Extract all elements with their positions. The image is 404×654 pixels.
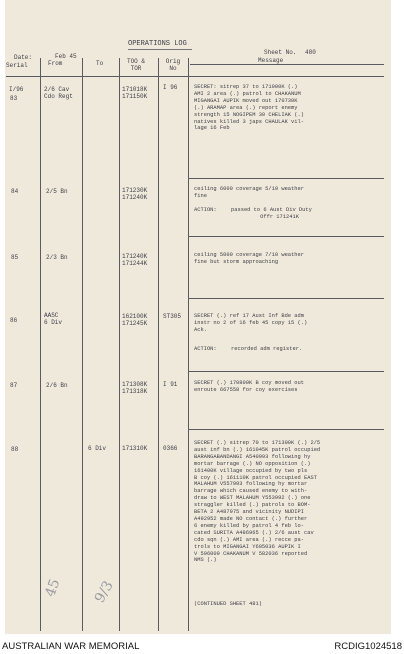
row-87-message: SECRET (.) 170800K B coy moved out enroute 667558 for coy exercises	[194, 380, 304, 393]
col-divider	[188, 58, 189, 631]
row-85-serial: 85	[11, 254, 19, 261]
row-83-serial-prefix: I/96	[9, 86, 24, 93]
row-rule	[188, 298, 384, 299]
row-86-serial: 86	[10, 317, 18, 324]
row-85-message: ceiling 5000 coverage 7/10 weather fine but storm approaching	[194, 252, 304, 265]
row-84-serial: 84	[11, 188, 19, 195]
row-88-message: SECRET (.) sitrep 70 to 171300K (.) 2/5 aust inf bn (.) 161045K patrol occupied BARANGABANDANGI A540993 following hy mortar barrage (.) NO opposition (.) 161400K village occupied by two pls B coy (.) 161110K patrol occupied EAST MALAHUM V557993 following hy mortar barrage which caused enemy to with- draw to WEST MALAHUM Y553992 (.) one straggler killed (.) patrols to BOM- BETA 2 A487975 and vicinity NUDIPI A492952 made NO contact (.) further 6 enemy killed by patrol 4 feb lo- cated SURITA A486965 (.) 2/6 aust cav cdo sqn (.) AMI area (.) recce pa- trols to MIGANGAI Y605036 AUPIK I V 596009 CHAKANUM V 582036 reported NMS (.)	[194, 440, 321, 564]
row-88-serial: 88	[11, 446, 19, 453]
row-84-message: ceiling 6000 coverage 5/10 weather fine	[194, 186, 304, 199]
row-rule	[188, 429, 384, 430]
col-from: From	[48, 60, 63, 67]
col-serial: Serial	[6, 62, 28, 69]
row-88-continued: (CONTINUED SHEET 481)	[194, 601, 262, 607]
row-88-orig: 0366	[163, 445, 178, 452]
pencil-annotation: 9/3	[91, 578, 117, 606]
page-title: OPERATIONS LOG	[128, 40, 187, 48]
row-87-too-tor: 171308K 171318K	[122, 381, 148, 395]
col-too-tor: TOO & TOR	[126, 58, 145, 72]
date-value: Feb 45	[55, 53, 77, 60]
row-86-message: SECRET (.) ref 17 Aust Inf Bde adm instr no 2 of 16 feb 45 copy 15 (.) Ack.	[194, 313, 308, 333]
row-86-orig: ST305	[163, 313, 182, 320]
row-84-too-tor: 171230K 171240K	[122, 187, 148, 201]
row-88-too-tor: 171310K	[122, 445, 148, 452]
row-87-serial: 87	[10, 382, 18, 389]
row-85-from: 2/3 Bn	[46, 254, 68, 261]
row-83-too-tor: 171018K 171150K	[122, 86, 148, 100]
row-rule	[188, 178, 384, 179]
row-88-to: 6 Div	[88, 445, 107, 452]
row-85-too-tor: 171240K 171244K	[122, 253, 148, 267]
row-86-action-label: ACTION:	[194, 346, 217, 352]
row-83-serial: 83	[10, 95, 18, 102]
footer-id: RCDIG1024518	[334, 641, 402, 652]
row-rule	[188, 236, 384, 237]
message-header-rule	[190, 64, 384, 65]
row-84-action: passed to 6 Aust Div Duty Offr 171241K	[231, 207, 312, 220]
row-84-from: 2/5 Bn	[46, 188, 68, 195]
row-86-action: recorded adm register.	[231, 346, 303, 352]
row-83-orig: I 96	[163, 84, 178, 91]
col-divider	[119, 58, 120, 631]
row-87-from: 2/6 Bn	[46, 382, 68, 389]
col-message: Message	[258, 57, 284, 64]
col-divider	[40, 58, 41, 631]
col-divider	[82, 58, 83, 631]
date-label: Date:	[14, 54, 33, 61]
row-84-action-label: ACTION:	[194, 207, 217, 213]
row-83-from: 2/6 Cav Cdo Regt	[44, 86, 73, 100]
header-rule	[6, 76, 384, 77]
row-86-too-tor: 162100K 171245K	[122, 313, 148, 327]
title-underline	[128, 49, 192, 50]
pencil-annotation: 45	[42, 576, 64, 600]
sheet-label: Sheet No.	[264, 49, 297, 56]
row-83-message: SECRET: sitrep 37 to 171000K (.) AMI 2 area (.) patrol to CHAKANUM MIGANGAI AUPIK moved out 170730K (.) ARAMAP area (.) report enemy strength 15 NOGIPEM 30 CHELIAK (.) natives killed 3 japs CHAULAK vil- lage 16 Feb	[194, 84, 304, 132]
col-orig-no: Orig No	[165, 58, 181, 72]
row-86-from: AASC 6 Div	[44, 312, 63, 326]
row-87-orig: I 91	[163, 381, 178, 388]
col-to: To	[96, 60, 104, 67]
row-rule	[188, 371, 384, 372]
sheet-number: 480	[305, 49, 316, 56]
col-divider	[158, 58, 159, 631]
footer-credit: AUSTRALIAN WAR MEMORIAL	[2, 641, 140, 652]
